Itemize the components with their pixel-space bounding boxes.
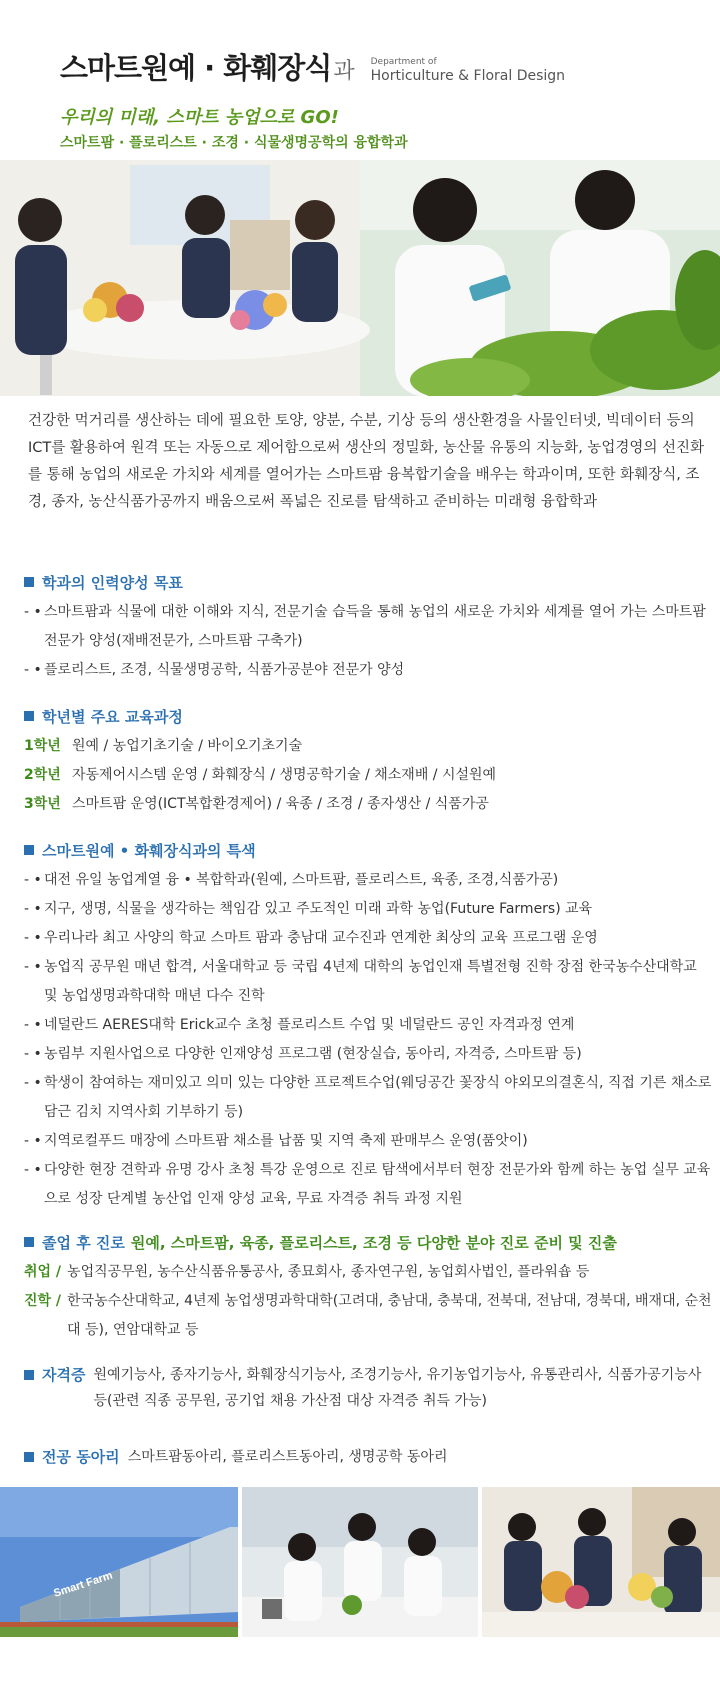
features-list xyxy=(24,866,714,1214)
feature-item: 지구, 생명, 식물을 생각하는 책임감 있고 주도적인 미래 과학 농업(Future Farmers) 교육 xyxy=(44,901,593,917)
year-row xyxy=(24,761,714,790)
square-bullet-icon xyxy=(24,1452,34,1462)
list-item xyxy=(24,1069,714,1127)
bullet-marker: - • xyxy=(24,1162,42,1178)
year-label: 1학년 xyxy=(24,738,61,754)
list-item xyxy=(24,1127,714,1156)
bullet-marker: - • xyxy=(24,662,42,678)
year-label: 2학년 xyxy=(24,767,61,783)
intro-paragraph: 건강한 먹거리를 생산하는 데에 필요한 토양, 양분, 수분, 기상 등의 생산환경을 사물인터넷, 빅데이터 등의 ICT를 활용하여 원격 또는 자동으로 제어함으로써 생산의 정밀화, 농산물 유통의 지능화, 농업경영의 선진화를 통해 농업의 새로운 가치와 세계를 열어가는 스마트팜 융복합기술을 배우는 학과이며, 또한 화훼장식, 조경, 종자, 농산식품가공까지 배움으로써 폭넓은 진로를 탐색하고 준비하는 미래형 융합학과 xyxy=(28,413,705,510)
feature-item: 농업직 공무원 매년 합격, 서울대학교 등 국립 4년제 대학의 농업인재 특별전형 진학 장점 한국농수산대학교 및 농업생명과학대학 매년 다수 진학 xyxy=(44,959,697,1004)
feature-item: 학생이 참여하는 재미있고 의미 있는 다양한 프로젝트수업(웨딩공간 꽃장식 야외모의결혼식, 직접 기른 채소로 담근 김치 지역사회 기부하기 등) xyxy=(44,1075,712,1120)
certificates-text: 원예기능사, 종자기능사, 화훼장식기능사, 조경기능사, 유기농업기능사, 유통관리사, 식품가공기능사 등(관련 직종 공무원, 공기업 채용 가산점 대상 자격증 취득 가능) xyxy=(93,1367,702,1409)
section-features-title-text: 스마트원예 • 화훼장식과의 특색 xyxy=(42,841,256,860)
careers-title-green: 원예, 스마트팜, 육종, 플로리스트, 조경 등 다양한 분야 진로 준비 및 진출 xyxy=(130,1233,617,1252)
square-bullet-icon xyxy=(24,1237,34,1247)
lab-illustration xyxy=(242,1487,478,1637)
section-features-title xyxy=(24,838,714,862)
list-item xyxy=(24,953,714,1011)
bullet-marker: - • xyxy=(24,604,42,620)
feature-item: 네덜란드 AERES대학 Erick교수 초청 플로리스트 수업 및 네덜란드 공인 자격과정 연계 xyxy=(44,1017,575,1033)
department-title: 스마트원예 · 화훼장식 xyxy=(60,51,332,85)
career-edu-row xyxy=(24,1287,714,1345)
title-row xyxy=(60,51,566,85)
bullet-marker: - • xyxy=(24,1046,42,1062)
clubs-label: 전공 동아리 xyxy=(42,1448,120,1466)
bullet-marker: - • xyxy=(24,1075,42,1091)
bullet-marker: - • xyxy=(24,901,42,917)
section-clubs xyxy=(24,1444,714,1470)
floral-class-illustration xyxy=(482,1487,720,1637)
square-bullet-icon xyxy=(24,577,34,587)
bottom-photo-strip xyxy=(0,1487,720,1637)
section-goals-title xyxy=(24,570,714,594)
bullet-marker: - • xyxy=(24,930,42,946)
feature-item: 다양한 현장 견학과 유명 강사 초청 특강 운영으로 진로 탐색에서부터 현장 전문가와 함께 하는 농업 실무 교육으로 성장 단계별 농산업 인재 양성 교육, 무료 자격증 취득 과정 지원 xyxy=(44,1162,711,1207)
dept-en-big: Horticulture & Floral Design xyxy=(370,68,566,84)
list-item xyxy=(24,866,714,895)
section-curriculum-title xyxy=(24,704,714,728)
year-courses: 스마트팜 운영(ICT복합환경제어) / 육종 / 조경 / 종자생산 / 식품가공 xyxy=(72,796,489,812)
year-label: 3학년 xyxy=(24,796,61,812)
square-bullet-icon xyxy=(24,1370,34,1380)
section-certificates xyxy=(24,1362,714,1414)
list-item xyxy=(24,1040,714,1069)
slogan: 우리의 미래, 스마트 농업으로 GO! xyxy=(60,107,339,128)
smart-farm-building-illustration xyxy=(0,1487,238,1637)
feature-item: 농림부 지원사업으로 다양한 인재양성 프로그램 (현장실습, 동아리, 자격증, 스마트팜 등) xyxy=(44,1046,582,1062)
job-text: 농업직공무원, 농수산식품유통공사, 종묘회사, 종자연구원, 농업회사법인, 플라워숍 등 xyxy=(67,1264,590,1280)
department-title-suffix: 과 xyxy=(333,59,355,84)
careers-list xyxy=(24,1258,714,1345)
hero-photo xyxy=(0,160,720,396)
section-curriculum xyxy=(24,704,714,819)
year-row xyxy=(24,790,714,819)
section-features xyxy=(24,838,714,1214)
smart-farm-building-photo xyxy=(0,1487,238,1637)
list-item xyxy=(24,895,714,924)
lab-photo xyxy=(242,1487,478,1637)
subtitle: 스마트팜 · 플로리스트 · 조경 · 식물생명공학의 융합학과 xyxy=(60,135,408,151)
careers-title-blue: 졸업 후 진로 xyxy=(42,1233,125,1252)
section-goals-title-text: 학과의 인력양성 목표 xyxy=(42,573,183,592)
certificates-label: 자격증 xyxy=(42,1366,86,1384)
edu-text: 한국농수산대학교, 4년제 농업생명과학대학(고려대, 충남대, 충북대, 전북대, 전남대, 경북대, 배재대, 순천대 등), 연암대학교 등 xyxy=(67,1293,712,1338)
bullet-marker: - • xyxy=(24,1133,42,1149)
list-item xyxy=(24,1156,714,1214)
year-courses: 원예 / 농업기초기술 / 바이오기초기술 xyxy=(72,738,303,754)
bullet-marker: - • xyxy=(24,1017,42,1033)
list-item xyxy=(24,598,714,656)
section-curriculum-title-text: 학년별 주요 교육과정 xyxy=(42,707,183,726)
section-careers xyxy=(24,1230,714,1345)
section-careers-title xyxy=(24,1230,714,1254)
certificates-row xyxy=(24,1362,714,1414)
list-item xyxy=(24,924,714,953)
clubs-text: 스마트팜동아리, 플로리스트동아리, 생명공학 동아리 xyxy=(127,1449,448,1465)
goal-item-2: 플로리스트, 조경, 식물생명공학, 식품가공분야 전문가 양성 xyxy=(44,662,405,678)
dept-en-small: Department of xyxy=(370,57,437,67)
feature-item: 우리나라 최고 사양의 학교 스마트 팜과 충남대 교수진과 연계한 최상의 교육 프로그램 운영 xyxy=(44,930,598,946)
curriculum-list xyxy=(24,732,714,819)
career-job-row xyxy=(24,1258,714,1287)
square-bullet-icon xyxy=(24,711,34,721)
clubs-row xyxy=(24,1444,714,1470)
job-label: 취업 / xyxy=(24,1264,62,1280)
feature-item: 대전 유일 농업계열 융 • 복합학과(원예, 스마트팜, 플로리스트, 육종, 조경,식품가공) xyxy=(44,872,559,888)
year-courses: 자동제어시스템 운영 / 화훼장식 / 생명공학기술 / 채소재배 / 시설원예 xyxy=(72,767,497,783)
list-item xyxy=(24,656,714,685)
floral-class-photo xyxy=(482,1487,720,1637)
square-bullet-icon xyxy=(24,845,34,855)
list-item xyxy=(24,1011,714,1040)
section-goals xyxy=(24,570,714,685)
smart-farm-sign: Smart Farm xyxy=(52,1569,115,1600)
page-header xyxy=(0,0,720,160)
bullet-marker: - • xyxy=(24,872,42,888)
feature-item: 지역로컬푸드 매장에 스마트팜 채소를 납품 및 지역 축제 판매부스 운영(품앗이) xyxy=(44,1133,528,1149)
hero-illustration xyxy=(0,160,720,396)
year-row xyxy=(24,732,714,761)
goal-item-1: 스마트팜과 식물에 대한 이해와 지식, 전문기술 습득을 통해 농업의 새로운 가치와 세계를 열어 가는 스마트팜 전문가 양성(재배전문가, 스마트팜 구축가) xyxy=(44,604,706,649)
bullet-marker: - • xyxy=(24,959,42,975)
edu-label: 진학 / xyxy=(24,1293,62,1309)
department-english-name xyxy=(371,58,565,83)
goals-list xyxy=(24,598,714,685)
